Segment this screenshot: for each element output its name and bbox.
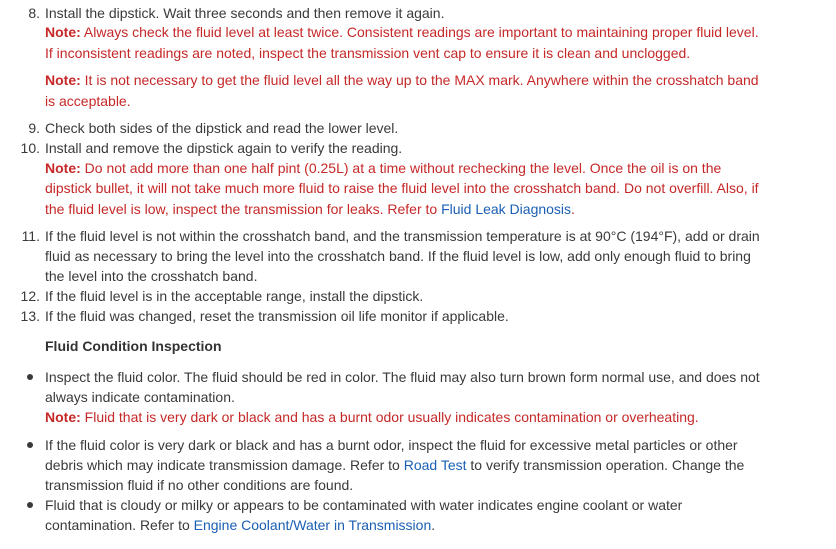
step-text: fluid as necessary to bring the level into the crosshatch band. If the fluid level is low, add only enough fluid to bring bbox=[45, 248, 751, 264]
bullet-text: to verify transmission operation. Change the bbox=[470, 457, 745, 473]
step-number: 8. bbox=[28, 5, 40, 21]
road-test-link[interactable]: Road Test bbox=[403, 457, 467, 473]
bullet-text: debris which may indicate transmission damage. Refer to bbox=[45, 457, 400, 473]
note-line bbox=[45, 199, 575, 219]
note-line bbox=[45, 407, 699, 427]
note-text: dipstick bullet, it will not take much more fluid to raise the fluid level into the crosshatch band. Do not overfill. Also, if bbox=[45, 180, 759, 196]
note-label: Note: bbox=[45, 72, 81, 88]
bullet-dot bbox=[27, 442, 33, 448]
section-heading: Fluid Condition Inspection bbox=[45, 338, 222, 354]
step-text: Install the dipstick. Wait three seconds and then remove it again. bbox=[45, 5, 445, 21]
note-text-end: . bbox=[571, 201, 575, 217]
engine-coolant-water-link[interactable]: Engine Coolant/Water in Transmission bbox=[193, 517, 432, 533]
step-text: If the fluid level is in the acceptable range, install the dipstick. bbox=[45, 288, 424, 304]
note-text: Always check the fluid level at least twice. Consistent readings are important to maintaining proper fluid level. bbox=[83, 24, 759, 40]
bullet-line bbox=[45, 515, 435, 535]
bullet-dot bbox=[27, 374, 33, 380]
step-number: 11. bbox=[21, 228, 40, 244]
note-text: Do not add more than one half pint (0.25L) at a time without rechecking the level. Once the oil is on the bbox=[84, 160, 722, 176]
note-text: the fluid level is low, inspect the transmission for leaks. Refer to bbox=[45, 201, 438, 217]
step-number: 12. bbox=[20, 288, 40, 304]
note-line bbox=[45, 158, 721, 178]
step-text: If the fluid was changed, reset the transmission oil life monitor if applicable. bbox=[45, 308, 509, 324]
note-label: Note: bbox=[45, 409, 81, 425]
note-text: Fluid that is very dark or black and has a burnt odor usually indicates contamination or overheating. bbox=[84, 409, 699, 425]
bullet-dot bbox=[27, 502, 33, 508]
note-label: Note: bbox=[45, 24, 81, 40]
step-text: If the fluid level is not within the crosshatch band, and the transmission temperature is at 90°C (194°F), add or drain bbox=[45, 228, 760, 244]
step-number: 10. bbox=[20, 140, 40, 156]
bullet-text: Fluid that is cloudy or milky or appears to be contaminated with water indicates engine coolant or water bbox=[45, 497, 683, 513]
bullet-text: Inspect the fluid color. The fluid should be red in color. The fluid may also turn brown form normal use, and does not bbox=[45, 369, 760, 385]
step-number: 9. bbox=[28, 120, 40, 136]
step-text: Install and remove the dipstick again to verify the reading. bbox=[45, 140, 403, 156]
note-text: It is not necessary to get the fluid level all the way up to the MAX mark. Anywhere within the crosshatch band bbox=[84, 72, 759, 88]
bullet-text: contamination. Refer to bbox=[45, 517, 190, 533]
fluid-leak-diagnosis-link[interactable]: Fluid Leak Diagnosis bbox=[441, 201, 572, 217]
note-label: Note: bbox=[45, 160, 81, 176]
bullet-text: always indicate contamination. bbox=[45, 389, 235, 405]
step-text: the level into the crosshatch band. bbox=[45, 268, 258, 284]
bullet-text-end: . bbox=[431, 517, 436, 533]
note-line bbox=[45, 22, 759, 42]
step-text: Check both sides of the dipstick and read the lower level. bbox=[45, 120, 399, 136]
note-text: is acceptable. bbox=[45, 93, 131, 109]
bullet-text: transmission fluid if no other conditions are found. bbox=[45, 477, 354, 493]
bullet-text: If the fluid color is very dark or black and has a burnt odor, inspect the fluid for excessive metal particles or other bbox=[45, 437, 738, 453]
bullet-line bbox=[45, 455, 744, 475]
note-text: If inconsistent readings are noted, inspect the transmission vent cap to ensure it is clean and unclogged. bbox=[45, 45, 691, 61]
note-line bbox=[45, 70, 759, 90]
step-number: 13. bbox=[20, 308, 40, 324]
